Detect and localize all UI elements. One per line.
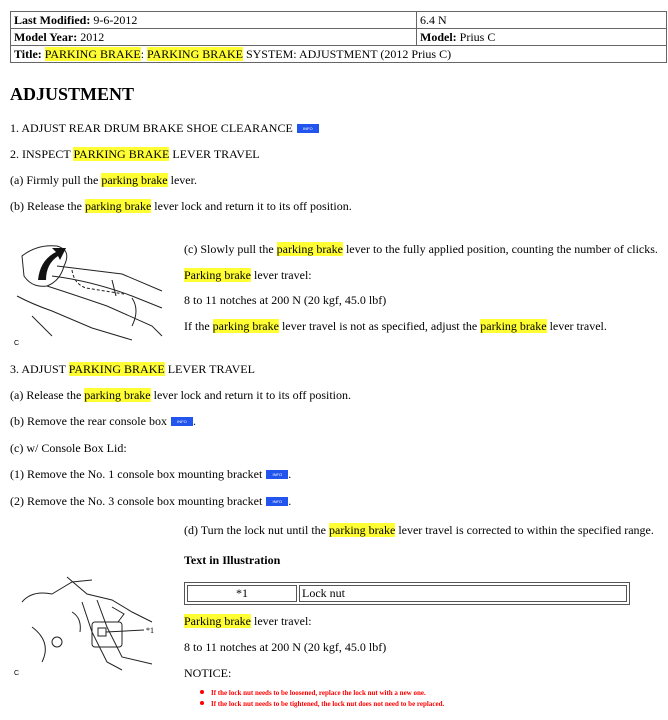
header-table	[10, 11, 667, 63]
step-3c: (c) w/ Console Box Lid:	[10, 441, 127, 455]
lock-nut-illustration	[12, 572, 162, 672]
title-cell: Title: PARKING BRAKE: PARKING BRAKE SYSTEM: ADJUSTMENT (2012 Prius C)	[11, 46, 667, 63]
step-2b: (b) Release the parking brake lever lock and return it to its off position.	[10, 199, 352, 213]
info-link[interactable]: INFO	[171, 417, 193, 426]
step-3b: (b) Remove the rear console box INFO .	[10, 414, 196, 428]
last-modified-cell: Last Modified: 9-6-2012	[11, 12, 417, 29]
step-2c: (c) Slowly pull the parking brake lever to the fully applied position, counting the number of clicks.	[184, 242, 658, 256]
illustration-legend-table	[184, 582, 630, 605]
info-link[interactable]: INFO	[266, 470, 288, 479]
step-2: 2. INSPECT PARKING BRAKE LEVER TRAVEL	[10, 147, 260, 161]
version-cell: 6.4 N	[417, 12, 667, 29]
bullet-icon	[200, 701, 204, 705]
model-cell: Model: Prius C	[417, 29, 667, 46]
travel-spec-1: Parking brake lever travel:	[184, 268, 312, 282]
step-3c-1: (1) Remove the No. 1 console box mounting bracket INFO .	[10, 467, 292, 481]
notches-spec-2: 8 to 11 notches at 200 N (20 kgf, 45.0 lbf)	[184, 640, 387, 654]
parking-brake-lever-illustration	[12, 236, 172, 346]
step-3c-2: (2) Remove the No. 3 console box mounting bracket INFO .	[10, 494, 292, 508]
bullet-icon	[200, 690, 204, 694]
notches-spec-1: 8 to 11 notches at 200 N (20 kgf, 45.0 lbf)	[184, 293, 387, 307]
arrow-icon	[38, 248, 66, 280]
legend-value: Lock nut	[299, 585, 627, 602]
info-link[interactable]: INFO	[266, 497, 288, 506]
callout-label: *1	[146, 626, 154, 635]
travel-spec-2: Parking brake lever travel:	[184, 614, 312, 628]
step-2a: (a) Firmly pull the parking brake lever.	[10, 173, 197, 187]
notice-item-1: If the lock nut needs to be loosened, replace the lock nut with a new one.	[200, 689, 426, 697]
step-3d: (d) Turn the lock nut until the parking brake lever travel is corrected to within the specified range.	[184, 523, 654, 537]
figure-2-label: C	[14, 670, 20, 677]
page-title: ADJUSTMENT	[10, 84, 135, 104]
step-3a: (a) Release the parking brake lever lock and return it to its off position.	[10, 388, 352, 402]
legend-key: *1	[187, 585, 297, 602]
adjust-instruction: If the parking brake lever travel is not as specified, adjust the parking brake lever travel.	[184, 319, 607, 333]
text-in-illustration-heading: Text in Illustration	[184, 553, 281, 567]
model-year-cell: Model Year: 2012	[11, 29, 417, 46]
figure-1-label: C	[14, 340, 20, 347]
notice-heading: NOTICE:	[184, 666, 232, 680]
notice-item-2: If the lock nut needs to be tightened, the lock nut does not need to be replaced.	[200, 700, 444, 708]
step-1: 1. ADJUST REAR DRUM BRAKE SHOE CLEARANCE INFO	[10, 121, 319, 136]
step-3: 3. ADJUST PARKING BRAKE LEVER TRAVEL	[10, 362, 255, 376]
info-link[interactable]: INFO	[297, 124, 319, 133]
